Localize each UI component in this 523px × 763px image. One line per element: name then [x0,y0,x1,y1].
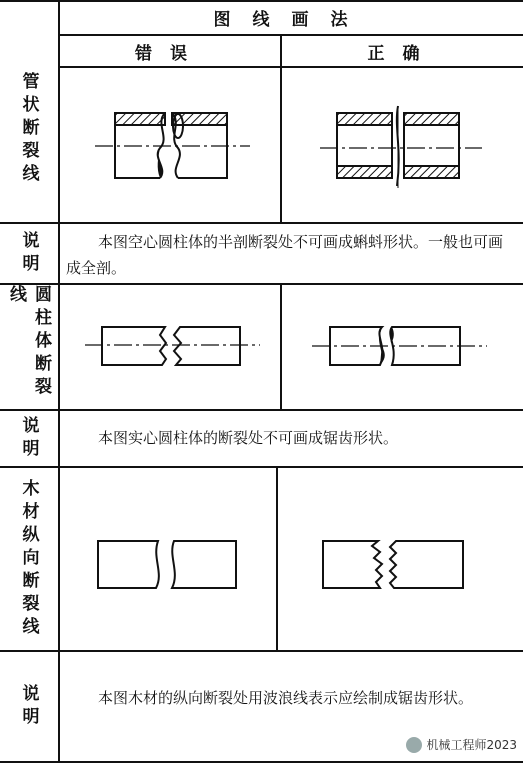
rule-row1 [0,222,523,224]
figure-tube-right [282,68,523,218]
col-header-right: 正确 [367,43,438,64]
row-label-tube: 管状断裂线 [18,71,39,187]
rule-row5 [0,650,523,652]
row-label-wood: 木材纵向断裂线 [18,478,39,640]
watermark-text: 机械工程师2023 [426,738,517,752]
note-wood: 本图木材的纵向断裂处用波浪线表示应绘制成锯齿形状。 [98,689,474,707]
row-label-cylinder: 圆柱体断裂线 [6,285,51,400]
rule-row3 [0,409,523,411]
row-label-note-3: 说明 [18,683,39,730]
wechat-icon [406,737,422,753]
note-cylinder: 本图实心圆柱体的断裂处不可画成锯齿形状。 [98,429,399,447]
figure-tube-wrong [60,68,280,218]
watermark [406,736,517,753]
row-label-note-2: 说明 [18,415,39,462]
col-header-wrong: 错误 [135,43,205,64]
note-tube: 本图空心圆柱体的半剖断裂处不可画成蝌蚪形状。一般也可画成全剖。 [66,233,504,277]
figure-wood-right [278,468,523,650]
row-label-note-1: 说明 [18,230,39,277]
figure-wood-wrong [60,468,276,650]
figure-cylinder-right [282,285,523,409]
table-title: 图线画法 [213,9,370,30]
figure-cylinder-wrong [60,285,280,409]
